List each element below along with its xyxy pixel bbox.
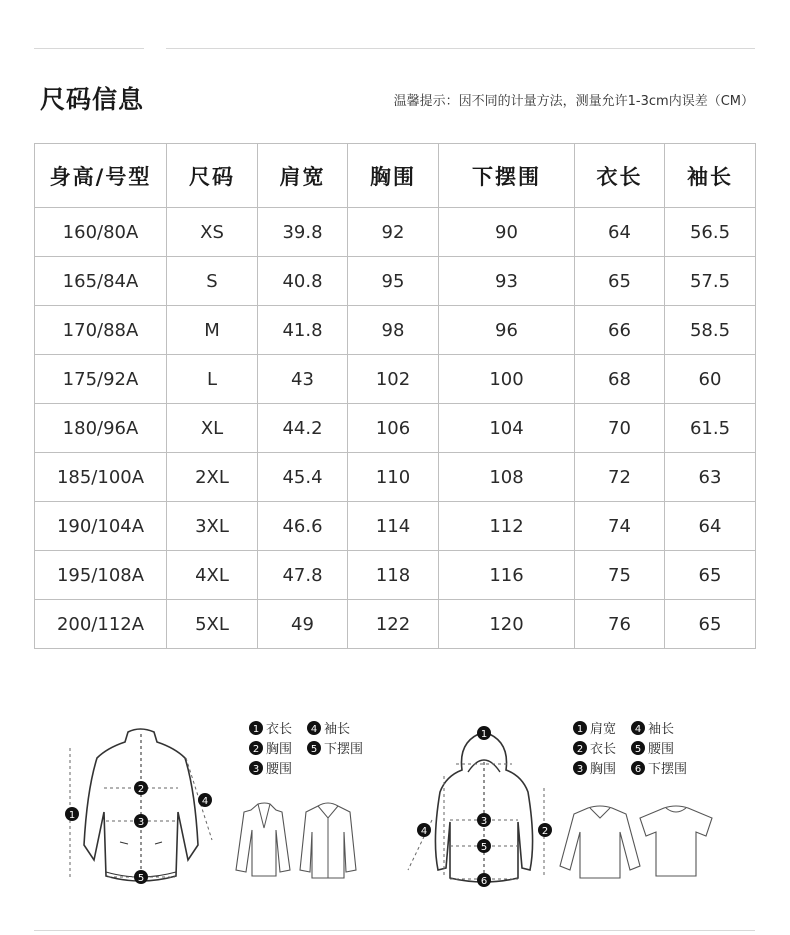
table-cell: 3XL [167,502,258,551]
table-cell: 90 [439,208,575,257]
table-cell: 112 [439,502,575,551]
legend-number: 5 [310,744,318,755]
zip-jacket-drawing [84,729,198,881]
table-cell: 98 [348,306,439,355]
table-cell: 56.5 [665,208,756,257]
legend-label: 衣长 [590,742,617,757]
table-cell: 106 [348,404,439,453]
legend-label: 胸围 [266,742,293,757]
table-cell: 5XL [167,600,258,649]
table-cell: 75 [575,551,665,600]
column-header: 尺码 [167,144,258,208]
column-header: 袖长 [665,144,756,208]
table-cell: 72 [575,453,665,502]
table-cell: XL [167,404,258,453]
table-cell: 110 [348,453,439,502]
legend-number: 6 [634,764,642,775]
table-cell: 4XL [167,551,258,600]
svg-text:5: 5 [137,873,145,884]
svg-text:2: 2 [137,784,145,795]
sweater-drawing [560,806,640,878]
table-cell: 185/100A [35,453,167,502]
table-cell: 43 [258,355,348,404]
legend-number: 4 [310,724,318,735]
legend-label: 衣长 [266,722,293,737]
column-header: 肩宽 [258,144,348,208]
top-rule-left [34,48,144,49]
legend-number: 4 [634,724,642,735]
table-cell: 76 [575,600,665,649]
legend-label: 胸围 [590,762,617,777]
table-cell: 39.8 [258,208,348,257]
table-cell: 200/112A [35,600,167,649]
legend-label: 下摆围 [324,742,364,757]
legend-label: 下摆围 [648,762,688,777]
svg-text:3: 3 [480,816,488,827]
table-cell: 58.5 [665,306,756,355]
legend-label: 腰围 [266,762,293,777]
table-cell: 95 [348,257,439,306]
table-cell: 49 [258,600,348,649]
legend-number: 1 [576,724,584,735]
table-cell: 175/92A [35,355,167,404]
table-cell: 2XL [167,453,258,502]
table-row [35,257,756,306]
column-header: 下摆围 [439,144,575,208]
table-row [35,502,756,551]
svg-text:3: 3 [137,817,145,828]
table-cell: 100 [439,355,575,404]
svg-text:4: 4 [420,826,428,837]
left-legend [249,721,363,777]
svg-text:2: 2 [541,826,549,837]
table-cell: 92 [348,208,439,257]
size-table [34,143,756,649]
table-cell: 46.6 [258,502,348,551]
table-row [35,551,756,600]
table-row [35,355,756,404]
table-cell: 114 [348,502,439,551]
bottom-rule [34,930,755,931]
svg-text:1: 1 [68,810,76,821]
column-header: 身高/号型 [35,144,167,208]
table-cell: 122 [348,600,439,649]
legend-number: 5 [634,744,642,755]
legend-label: 袖长 [324,722,351,737]
table-cell: 190/104A [35,502,167,551]
legend-label: 腰围 [648,742,675,757]
table-cell: 45.4 [258,453,348,502]
table-cell: L [167,355,258,404]
table-header-row [35,144,756,208]
table-cell: 180/96A [35,404,167,453]
table-row [35,306,756,355]
svg-text:6: 6 [480,876,488,887]
table-cell: 60 [665,355,756,404]
legend-number: 2 [576,744,584,755]
table-cell: 120 [439,600,575,649]
table-row [35,208,756,257]
table-cell: XS [167,208,258,257]
table-cell: S [167,257,258,306]
table-cell: 104 [439,404,575,453]
measurement-tip: 温馨提示：因不同的计量方法，测量允许1-3cm内误差（CM） [393,94,754,109]
tshirt-drawing [640,806,712,876]
legend-number: 3 [252,764,260,775]
table-cell: 65 [575,257,665,306]
svg-text:5: 5 [480,842,488,853]
column-header: 胸围 [348,144,439,208]
table-cell: 96 [439,306,575,355]
table-row [35,404,756,453]
table-cell: 70 [575,404,665,453]
table-cell: 74 [575,502,665,551]
table-cell: 195/108A [35,551,167,600]
svg-text:1: 1 [480,729,488,740]
table-cell: M [167,306,258,355]
table-cell: 47.8 [258,551,348,600]
legend-label: 袖长 [648,722,675,737]
table-cell: 66 [575,306,665,355]
right-legend [573,721,687,777]
table-cell: 93 [439,257,575,306]
table-cell: 116 [439,551,575,600]
legend-number: 1 [252,724,260,735]
table-cell: 68 [575,355,665,404]
legend-number: 2 [252,744,260,755]
table-cell: 102 [348,355,439,404]
svg-text:4: 4 [201,796,209,807]
table-row [35,453,756,502]
table-cell: 118 [348,551,439,600]
table-row [35,600,756,649]
table-cell: 65 [665,551,756,600]
table-cell: 64 [575,208,665,257]
page-title: 尺码信息 [40,85,145,114]
legend-label: 肩宽 [590,722,617,737]
legend-number: 3 [576,764,584,775]
table-cell: 44.2 [258,404,348,453]
top-rule-right [166,48,755,49]
table-cell: 41.8 [258,306,348,355]
table-cell: 165/84A [35,257,167,306]
table-cell: 160/80A [35,208,167,257]
column-header: 衣长 [575,144,665,208]
table-cell: 40.8 [258,257,348,306]
table-cell: 57.5 [665,257,756,306]
table-cell: 170/88A [35,306,167,355]
table-cell: 108 [439,453,575,502]
table-cell: 61.5 [665,404,756,453]
table-cell: 64 [665,502,756,551]
blazer-drawing [236,803,290,876]
table-cell: 65 [665,600,756,649]
measurement-guide [0,700,790,900]
table-cell: 63 [665,453,756,502]
